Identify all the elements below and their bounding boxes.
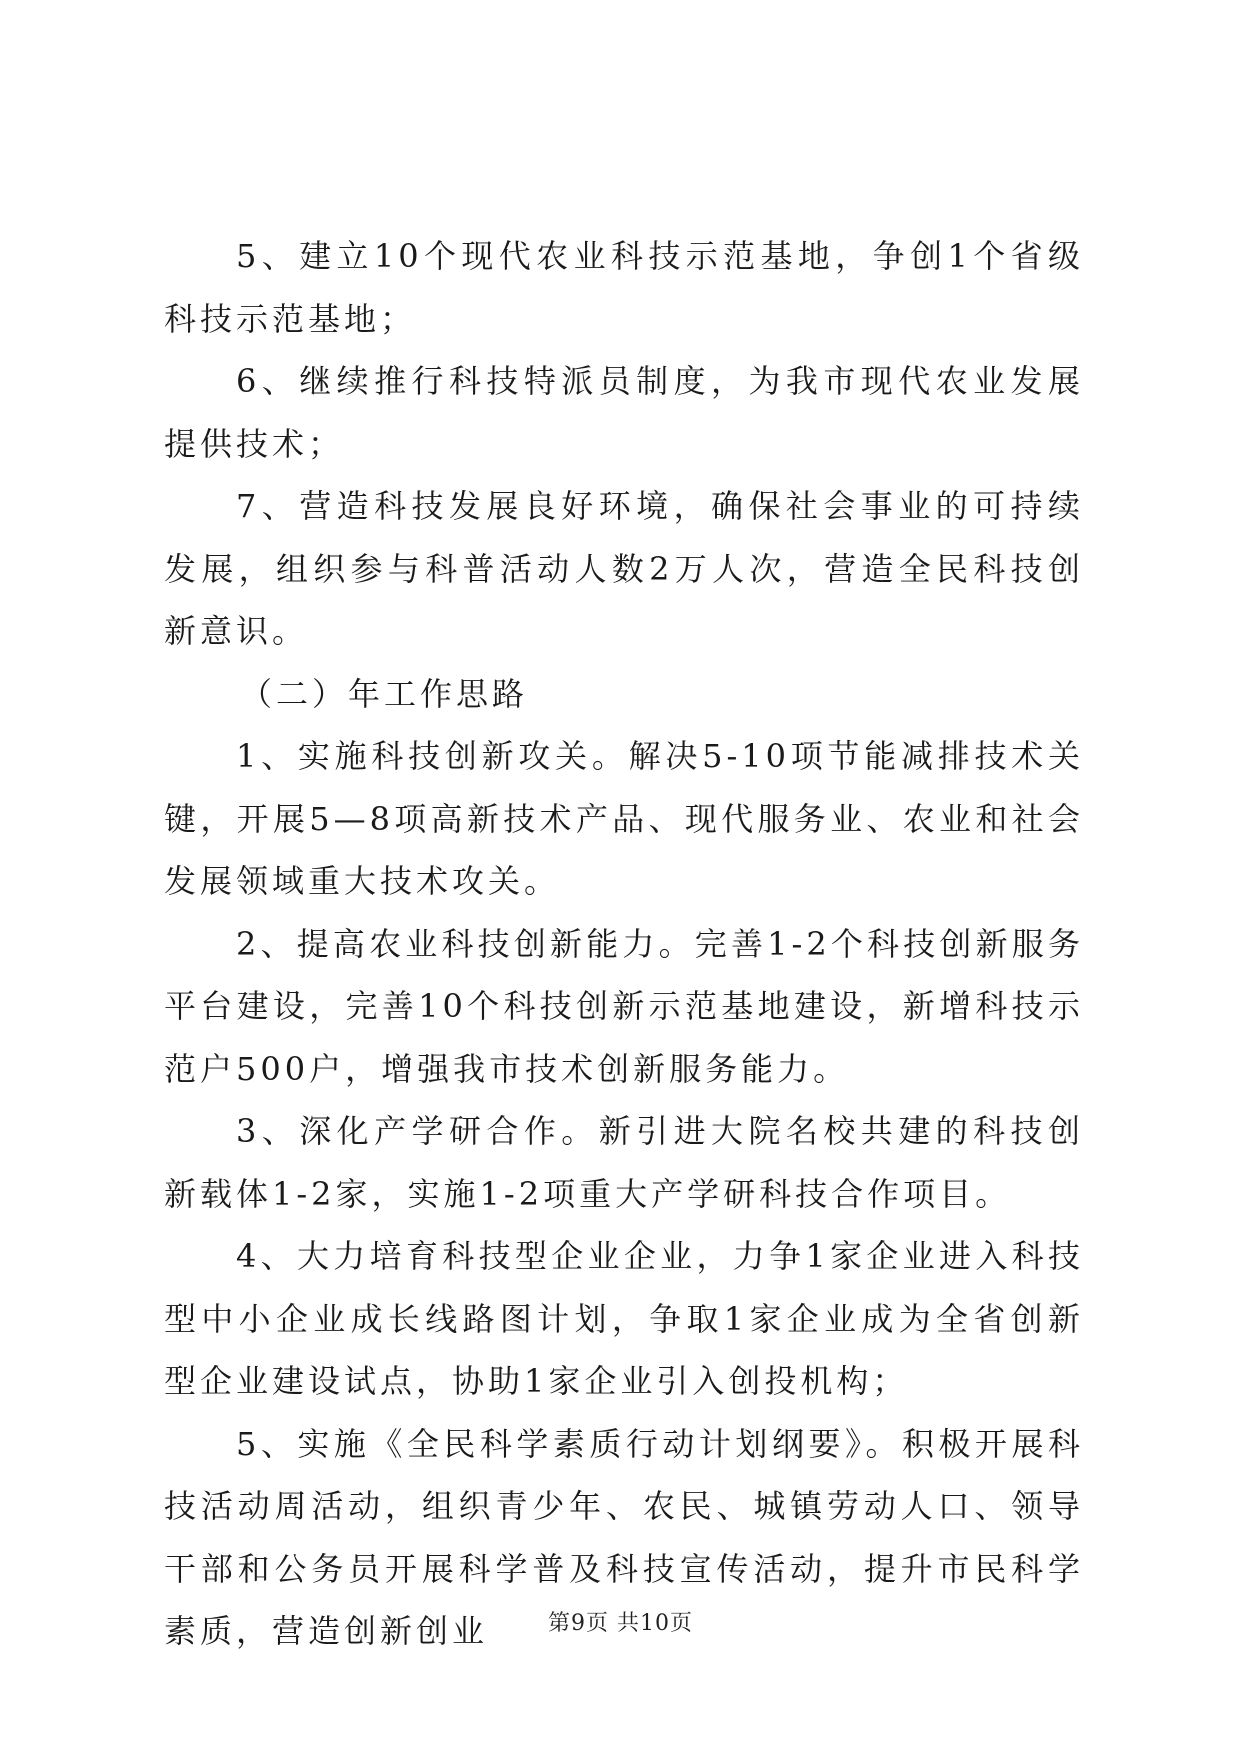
paragraph-item-5-base: 5、建立10个现代农业科技示范基地，争创1个省级科技示范基地； [164,237,1084,338]
paragraph-idea-1: 1、实施科技创新攻关。解决5-10项节能减排技术关键，开展5—8项高新技术产品、现代服务业、农业和社会发展领域重大技术攻关。 [164,737,1084,900]
page-footer: 第9页 共10页 [548,1611,693,1636]
paragraph-idea-5: 5、实施《全民科学素质行动计划纲要》。积极开展科技活动周活动，组织青少年、农民、城镇劳动人口、领导干部和公务员开展科学普及科技宣传活动，提升市民科学素质，营造创新创业 [164,1424,1084,1650]
paragraph-idea-2: 2、提高农业科技创新能力。完善1-2个科技创新服务平台建设，完善10个科技创新示范基地建设，新增科技示范户500户，增强我市技术创新服务能力。 [164,924,1084,1088]
document-body [164,225,1084,1663]
paragraph-idea-3: 3、深化产学研合作。新引进大院名校共建的科技创新载体1-2家，实施1-2项重大产学研科技合作项目。 [164,1112,1084,1213]
paragraph-item-6-commissioner: 6、继续推行科技特派员制度，为我市现代农业发展提供技术； [164,362,1084,463]
paragraph-idea-4: 4、大力培育科技型企业企业，力争1家企业进入科技型中小企业成长线路图计划，争取1家企业成为全省创新型企业建设试点，协助1家企业引入创投机构； [164,1237,1084,1400]
section-heading-work-ideas: （二）年工作思路 [240,674,529,713]
paragraph-item-7-environment: 7、营造科技发展良好环境，确保社会事业的可持续发展，组织参与科普活动人数2万人次，营造全民科技创新意识。 [164,487,1084,650]
